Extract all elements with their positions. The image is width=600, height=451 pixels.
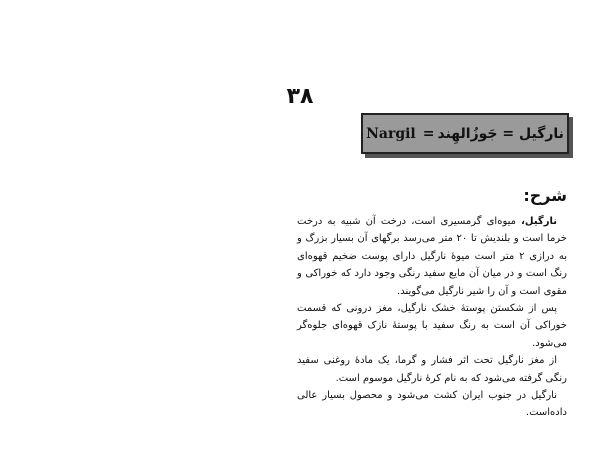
paragraph-text: پس از شکستن پوستهٔ خشک نارگیل، مغز درونی که قسمت خوراکی آن است به رنگ سفید با پوستهٔ نازک قهوه‌ای جلوه‌گر می‌شود. [297, 303, 567, 349]
title-banner [361, 113, 569, 154]
persian-title: نارگیل = جَوزُالهِند [437, 125, 564, 142]
latin-title: Nargil [366, 125, 416, 142]
equals-sign: = [422, 125, 435, 142]
paragraph [297, 387, 567, 422]
paragraph-text: از مغز نارگیل تحت اثر فشار و گرما، یک مادهٔ روغنی سفید رنگی گرفته می‌شود که به نام کرهٔ نارگیل موسوم است. [297, 355, 567, 384]
paragraph-text: میوه‌ای گرمسیری است، درخت آن شبیه به درخت خرما است و بلندیش تا ۲۰ متر می‌رسد برگهای آن بسیار بزرگ و به درازی ۲ متر است میوهٔ نارگیل دارای پوست ضخیم قهوه‌ای رنگ است و در میان آن مایع سفید رنگی وجود دارد که خوراکی و مقوی است و آن را شیر نارگیل می‌گویند. [297, 216, 567, 297]
paragraph [297, 213, 567, 300]
paragraph [297, 300, 567, 352]
chapter-number: ۳۸ [286, 84, 314, 109]
body-text [297, 213, 567, 422]
paragraph [297, 352, 567, 387]
paragraph-text: نارگیل در جنوب ایران کشت می‌شود و محصول بسیار عالی داده‌است. [297, 390, 567, 419]
section-title: شرح: [523, 186, 567, 205]
paragraph-lead: نارگیل، [521, 216, 557, 227]
